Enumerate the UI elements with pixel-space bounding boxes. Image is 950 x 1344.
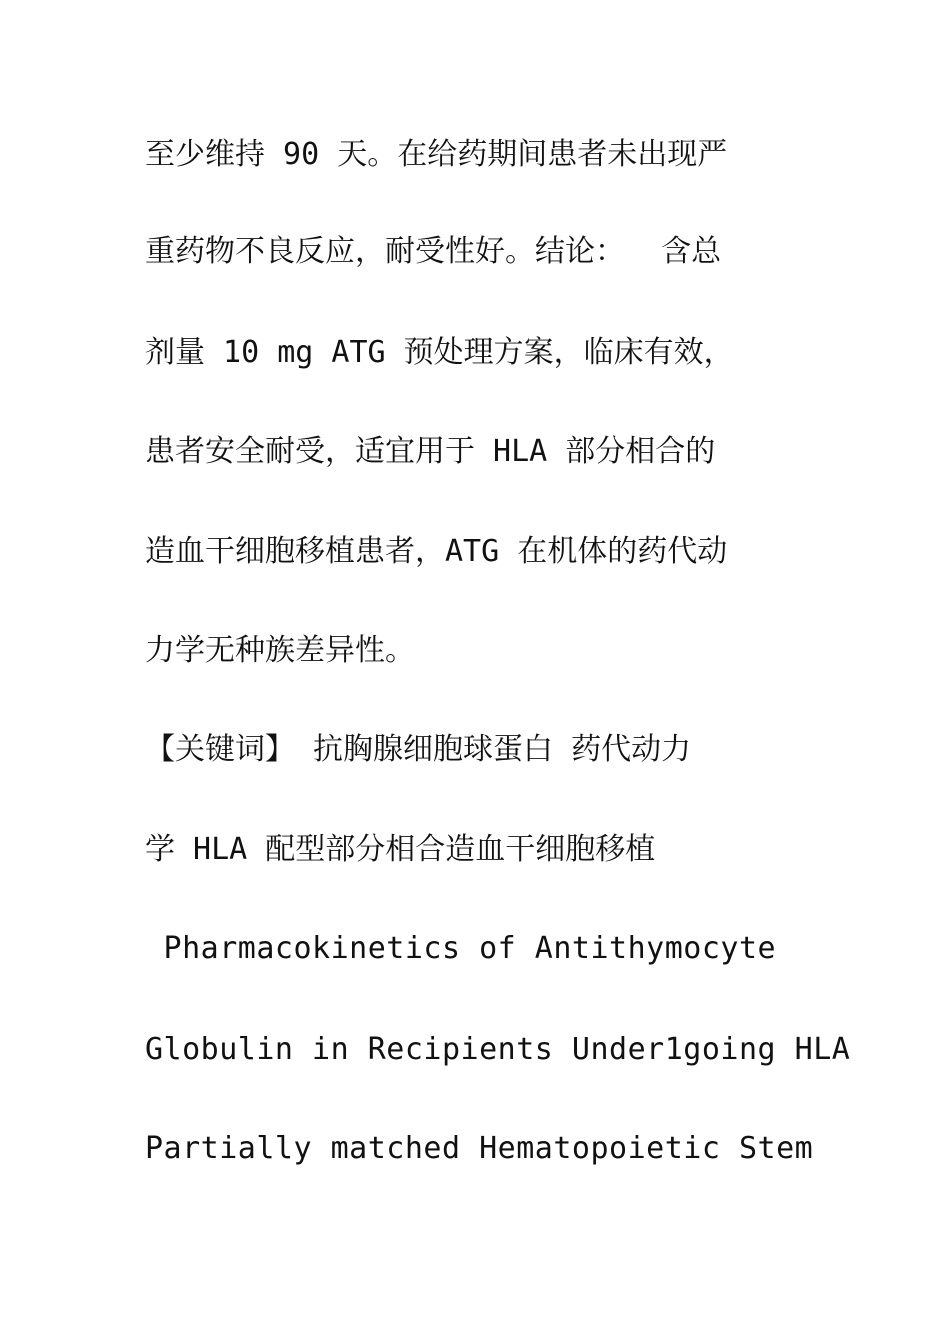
english-title-line: Globulin in Recipients Under1going HLA (145, 1032, 851, 1067)
text-line: 力学无种族差异性。 (145, 633, 415, 668)
text-line: 剂量 10 mg ATG 预处理方案，临床有效， (145, 335, 734, 370)
english-title-line: Partially matched Hematopoietic Stem (145, 1131, 814, 1166)
english-title-line: Pharmacokinetics of Antithymocyte (145, 931, 777, 966)
text-line: 重药物不良反应，耐受性好。结论： 含总 (145, 234, 722, 269)
keywords-line: 【关键词】 抗胸腺细胞球蛋白 药代动力 (145, 732, 692, 767)
text-line: 患者安全耐受，适宜用于 HLA 部分相合的 (145, 434, 716, 469)
text-line: 至少维持 90 天。在给药期间患者未出现严 (145, 137, 728, 172)
text-line: 造血干细胞移植患者，ATG 在机体的药代动 (145, 534, 728, 569)
keywords-line: 学 HLA 配型部分相合造血干细胞移植 (145, 832, 656, 867)
